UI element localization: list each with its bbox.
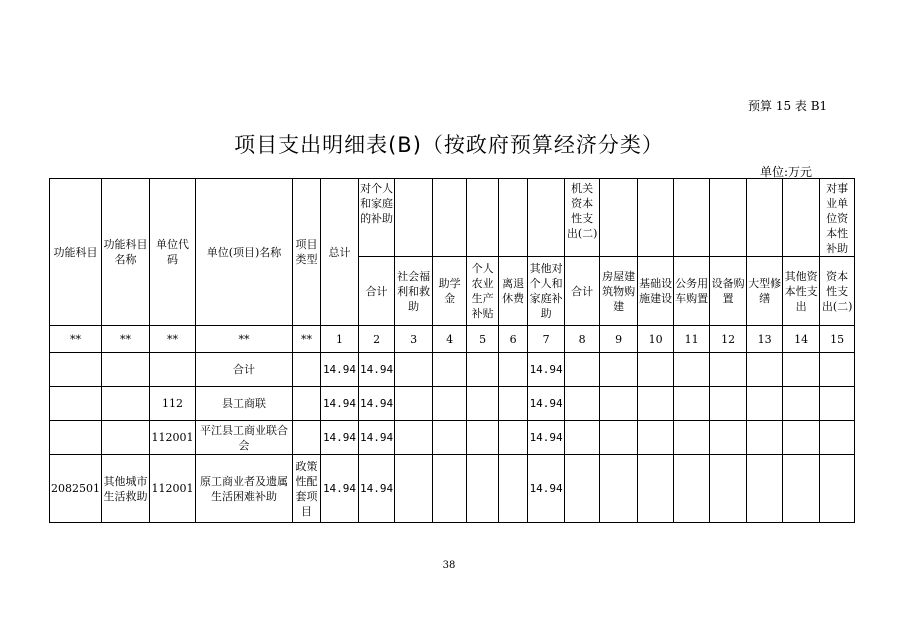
header-agri-subsidy: 个人农业生产补贴 <box>467 257 499 326</box>
header-capital-total: 合计 <box>565 257 600 326</box>
cell-total: 14.94 <box>321 421 359 455</box>
index-cell: 14 <box>783 326 820 353</box>
index-row <box>50 326 855 353</box>
index-cell: ** <box>102 326 150 353</box>
cell-total: 14.94 <box>321 353 359 387</box>
cell-personal-total: 14.94 <box>359 353 395 387</box>
cell-project-type <box>293 353 321 387</box>
index-cell: 7 <box>528 326 565 353</box>
cell-func-code <box>50 387 102 421</box>
index-cell: 12 <box>710 326 747 353</box>
index-cell: 11 <box>674 326 710 353</box>
table-row <box>50 387 855 421</box>
index-cell: 8 <box>565 326 600 353</box>
header-total: 总计 <box>321 179 359 326</box>
header-inst-capital: 资本性支出(二) <box>820 257 855 326</box>
header-func-subject: 功能科目 <box>50 179 102 326</box>
cell-subject-name <box>102 387 150 421</box>
index-cell: 6 <box>499 326 528 353</box>
header-equipment: 设备购置 <box>710 257 747 326</box>
cell-unit-code: 112001 <box>150 455 196 523</box>
cell-project-type <box>293 387 321 421</box>
cell-other-personal: 14.94 <box>528 387 565 421</box>
cell-unit-name: 原工商业者及遗属生活困难补助 <box>196 455 293 523</box>
cell-total: 14.94 <box>321 455 359 523</box>
cell-func-code <box>50 421 102 455</box>
cell-unit-name: 县工商联 <box>196 387 293 421</box>
index-cell: 10 <box>638 326 674 353</box>
header-unit-code: 单位代码 <box>150 179 196 326</box>
cell-other-personal: 14.94 <box>528 455 565 523</box>
cell-other-personal: 14.94 <box>528 421 565 455</box>
cell-personal-total: 14.94 <box>359 455 395 523</box>
header-group-capital-inst: 对事业单位资本性补助 <box>820 179 855 257</box>
index-cell: 5 <box>467 326 499 353</box>
index-cell: 4 <box>433 326 467 353</box>
index-cell: 1 <box>321 326 359 353</box>
cell-func-code <box>50 353 102 387</box>
index-cell: 2 <box>359 326 395 353</box>
header-group-capital-gov: 机关资本性支出(二) <box>565 179 600 257</box>
index-cell: ** <box>50 326 102 353</box>
header-project-type: 项目类型 <box>293 179 321 326</box>
header-retirement: 离退休费 <box>499 257 528 326</box>
cell-subject-name <box>102 421 150 455</box>
table-row <box>50 421 855 455</box>
cell-unit-code: 112 <box>150 387 196 421</box>
cell-subject-name <box>102 353 150 387</box>
index-cell: ** <box>293 326 321 353</box>
cell-func-code: 2082501 <box>50 455 102 523</box>
cell-unit-name: 平江县工商业联合会 <box>196 421 293 455</box>
form-number: 预算 15 表 B1 <box>748 99 828 113</box>
header-other-personal: 其他对个人和家庭补助 <box>528 257 565 326</box>
page-title: 项目支出明细表(B)（按政府预算经济分类） <box>234 133 664 157</box>
index-cell: 13 <box>747 326 783 353</box>
cell-other-personal: 14.94 <box>528 353 565 387</box>
index-cell: 9 <box>600 326 638 353</box>
header-repair: 大型修缮 <box>747 257 783 326</box>
header-scholarship: 助学金 <box>433 257 467 326</box>
header-func-subject-name: 功能科目名称 <box>102 179 150 326</box>
cell-project-type <box>293 421 321 455</box>
unit-label: 单位:万元 <box>760 165 813 179</box>
index-cell: 3 <box>395 326 433 353</box>
cell-unit-code <box>150 353 196 387</box>
cell-total: 14.94 <box>321 387 359 421</box>
header-infrastructure: 基础设施建设 <box>638 257 674 326</box>
cell-subject-name: 其他城市生活救助 <box>102 455 150 523</box>
page-number: 38 <box>442 560 456 571</box>
header-group-personal: 对个人和家庭的补助 <box>359 179 395 257</box>
cell-personal-total: 14.94 <box>359 421 395 455</box>
cell-personal-total: 14.94 <box>359 387 395 421</box>
header-social-welfare: 社会福利和救助 <box>395 257 433 326</box>
index-cell: ** <box>196 326 293 353</box>
header-other-capital: 其他资本性支出 <box>783 257 820 326</box>
cell-unit-code: 112001 <box>150 421 196 455</box>
header-unit-name: 单位(项目)名称 <box>196 179 293 326</box>
table-row <box>50 455 855 523</box>
cell-unit-name: 合计 <box>196 353 293 387</box>
budget-table <box>49 178 855 523</box>
table-row <box>50 353 855 387</box>
index-cell: 15 <box>820 326 855 353</box>
header-row-1 <box>50 179 855 257</box>
header-personal-total: 合计 <box>359 257 395 326</box>
cell-project-type: 政策性配套项目 <box>293 455 321 523</box>
header-vehicle: 公务用车购置 <box>674 257 710 326</box>
header-building: 房屋建筑物购建 <box>600 257 638 326</box>
index-cell: ** <box>150 326 196 353</box>
